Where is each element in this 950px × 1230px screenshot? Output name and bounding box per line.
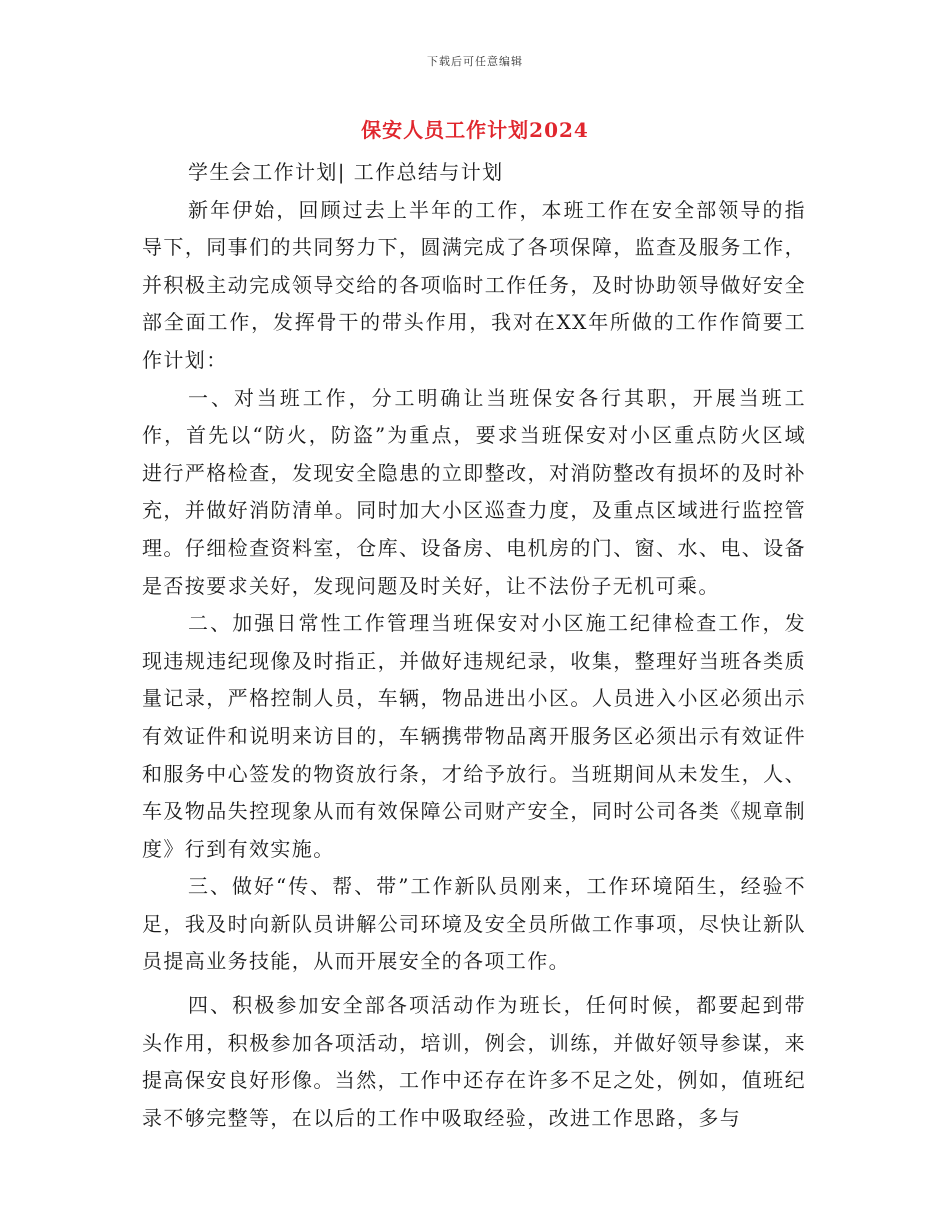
paragraph-item-3: 三、做好“传、帮、带”工作新队员刚来，工作环境陌生，经验不足，我及时向新队员讲解公司环境及安全员所做工作事项，尽快让新队员提高业务技能，从而开展安全的各项工作。 <box>142 874 806 974</box>
paragraph-item-4: 四、积极参加安全部各项活动作为班长，任何时候，都要起到带头作用，积极参加各项活动，培训，例会，训练，并做好领导参谋，来提高保安良好形像。当然，工作中还存在许多不足之处，例如，值班纪录不够完整等，在以后的工作中吸取经验，改进工作思路，多与 <box>142 993 806 1130</box>
paragraph-item-2: 二、加强日常性工作管理当班保安对小区施工纪律检查工作，发现违规违纪现像及时指正，并做好违规纪录，收集，整理好当班各类质量记录，严格控制人员，车辆，物品进出小区。人员进入小区必须出示有效证件和说明来访目的，车辆携带物品离开服务区必须出示有效证件和服务中心签发的物资放行条，才给予放行。当班期间从未发生，人、车及物品失控现象从而有效保障公司财产安全，同时公司各类《规章制度》行到有效实施。 <box>142 611 806 861</box>
paragraph-intro: 新年伊始，回顾过去上半年的工作，本班工作在安全部领导的指导下，同事们的共同努力下，圆满完成了各项保障，监查及服务工作，并积极主动完成领导交给的各项临时工作任务，及时协助领导做好安全部全面工作，发挥骨干的带头作用，我对在XX年所做的工作作简要工作计划： <box>142 197 806 372</box>
document-title: 保安人员工作计划2024 <box>361 118 589 142</box>
header-note: 下载后可任意编辑 <box>427 55 523 68</box>
paragraph-subtitle: 学生会工作计划| 工作总结与计划 <box>188 160 504 184</box>
document-body <box>142 154 806 1137</box>
paragraph-item-1: 一、对当班工作，分工明确让当班保安各行其职，开展当班工作，首先以“防火，防盗”为重点，要求当班保安对小区重点防火区域进行严格检查，发现安全隐患的立即整改，对消防整改有损坏的及时补充，并做好消防清单。同时加大小区巡查力度，及重点区域进行监控管理。仔细检查资料室，仓库、设备房、电机房的门、窗、水、电、设备是否按要求关好，发现问题及时关好，让不法份子无机可乘。 <box>142 385 806 598</box>
